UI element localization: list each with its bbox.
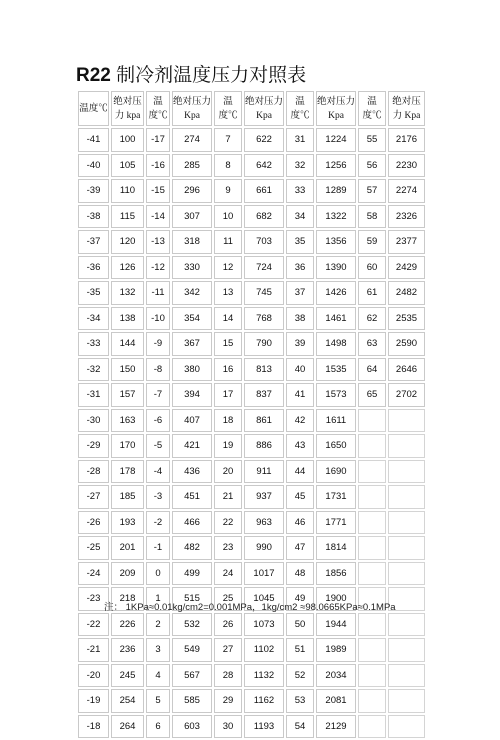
temperature-cell: 26 <box>214 613 242 637</box>
empty-cell <box>388 434 425 458</box>
empty-cell <box>388 689 425 713</box>
empty-cell <box>358 536 386 560</box>
temperature-cell: -41 <box>78 128 109 152</box>
column-header: 温度℃ <box>214 91 242 126</box>
empty-cell <box>388 664 425 688</box>
pressure-cell: 2230 <box>388 154 425 178</box>
pressure-cell: 2274 <box>388 179 425 203</box>
table-row <box>78 154 425 178</box>
temperature-cell: -38 <box>78 205 109 229</box>
temperature-cell: 48 <box>286 562 314 586</box>
pressure-cell: 354 <box>172 307 212 331</box>
pressure-cell: 585 <box>172 689 212 713</box>
temperature-cell: 20 <box>214 460 242 484</box>
empty-cell <box>358 715 386 739</box>
title-refrigerant: R22 <box>76 65 111 86</box>
temperature-cell: 4 <box>146 664 170 688</box>
pressure-cell: 170 <box>111 434 144 458</box>
temperature-cell: -28 <box>78 460 109 484</box>
pressure-cell: 745 <box>244 281 284 305</box>
temperature-cell: -34 <box>78 307 109 331</box>
temperature-cell: -21 <box>78 638 109 662</box>
table-body <box>78 128 425 738</box>
temperature-cell: -3 <box>146 485 170 509</box>
pressure-cell: 2129 <box>316 715 356 739</box>
pressure-cell: 407 <box>172 409 212 433</box>
pressure-cell: 209 <box>111 562 144 586</box>
table-row <box>78 307 425 331</box>
temperature-cell: -15 <box>146 179 170 203</box>
temperature-cell: 12 <box>214 256 242 280</box>
pressure-cell: 2034 <box>316 664 356 688</box>
temperature-cell: 47 <box>286 536 314 560</box>
table-row <box>78 230 425 254</box>
pressure-cell: 482 <box>172 536 212 560</box>
table-row <box>78 562 425 586</box>
temperature-cell: -22 <box>78 613 109 637</box>
empty-cell <box>388 613 425 637</box>
pressure-cell: 110 <box>111 179 144 203</box>
empty-cell <box>388 715 425 739</box>
temperature-cell: 18 <box>214 409 242 433</box>
pressure-cell: 1461 <box>316 307 356 331</box>
temperature-cell: 1 <box>146 587 170 611</box>
pressure-cell: 861 <box>244 409 284 433</box>
temperature-cell: -23 <box>78 587 109 611</box>
temperature-cell: -2 <box>146 511 170 535</box>
table-row <box>78 664 425 688</box>
temperature-cell: 40 <box>286 358 314 382</box>
temperature-cell: 19 <box>214 434 242 458</box>
pressure-cell: 1426 <box>316 281 356 305</box>
pressure-cell: 499 <box>172 562 212 586</box>
temperature-cell: 39 <box>286 332 314 356</box>
pressure-cell: 138 <box>111 307 144 331</box>
table-row <box>78 256 425 280</box>
pressure-cell: 963 <box>244 511 284 535</box>
empty-cell <box>388 511 425 535</box>
column-header: 温度℃ <box>358 91 386 126</box>
pressure-cell: 1771 <box>316 511 356 535</box>
pressure-cell: 451 <box>172 485 212 509</box>
temperature-cell: 3 <box>146 638 170 662</box>
temperature-cell: -30 <box>78 409 109 433</box>
pressure-cell: 1356 <box>316 230 356 254</box>
pressure-cell: 150 <box>111 358 144 382</box>
temperature-cell: 2 <box>146 613 170 637</box>
temperature-cell: -33 <box>78 332 109 356</box>
temperature-cell: 11 <box>214 230 242 254</box>
temperature-cell: 42 <box>286 409 314 433</box>
temperature-cell: 60 <box>358 256 386 280</box>
pressure-cell: 254 <box>111 689 144 713</box>
temperature-cell: -8 <box>146 358 170 382</box>
temperature-cell: 7 <box>214 128 242 152</box>
temperature-cell: 55 <box>358 128 386 152</box>
temperature-cell: 64 <box>358 358 386 382</box>
pressure-cell: 1900 <box>316 587 356 611</box>
temperature-cell: 63 <box>358 332 386 356</box>
empty-cell <box>388 409 425 433</box>
pressure-cell: 1102 <box>244 638 284 662</box>
pressure-cell: 661 <box>244 179 284 203</box>
empty-cell <box>358 638 386 662</box>
empty-cell <box>358 409 386 433</box>
temperature-cell: 54 <box>286 715 314 739</box>
temperature-cell: -25 <box>78 536 109 560</box>
table-row <box>78 281 425 305</box>
pressure-cell: 264 <box>111 715 144 739</box>
pressure-cell: 421 <box>172 434 212 458</box>
temperature-cell: 0 <box>146 562 170 586</box>
pressure-cell: 1650 <box>316 434 356 458</box>
temperature-cell: -18 <box>78 715 109 739</box>
column-header: 温度℃ <box>78 91 109 126</box>
column-header: 绝对压力 Kpa <box>244 91 284 126</box>
pressure-cell: 185 <box>111 485 144 509</box>
pressure-cell: 436 <box>172 460 212 484</box>
temperature-cell: 37 <box>286 281 314 305</box>
temperature-cell: -13 <box>146 230 170 254</box>
pressure-cell: 622 <box>244 128 284 152</box>
temperature-cell: -24 <box>78 562 109 586</box>
table-row <box>78 205 425 229</box>
table-row <box>78 332 425 356</box>
pressure-cell: 1073 <box>244 613 284 637</box>
pressure-cell: 120 <box>111 230 144 254</box>
pressure-cell: 236 <box>111 638 144 662</box>
pressure-cell: 1045 <box>244 587 284 611</box>
document-title <box>76 64 306 88</box>
pressure-temperature-table <box>76 89 427 740</box>
pressure-cell: 2646 <box>388 358 425 382</box>
empty-cell <box>358 664 386 688</box>
temperature-cell: 24 <box>214 562 242 586</box>
temperature-cell: 6 <box>146 715 170 739</box>
pressure-cell: 549 <box>172 638 212 662</box>
temperature-cell: -12 <box>146 256 170 280</box>
temperature-cell: -27 <box>78 485 109 509</box>
pressure-cell: 682 <box>244 205 284 229</box>
pressure-cell: 1944 <box>316 613 356 637</box>
pressure-cell: 1390 <box>316 256 356 280</box>
pressure-cell: 1224 <box>316 128 356 152</box>
column-header: 温度℃ <box>146 91 170 126</box>
temperature-cell: 15 <box>214 332 242 356</box>
pressure-cell: 157 <box>111 383 144 407</box>
column-header: 温度℃ <box>286 91 314 126</box>
temperature-cell: 17 <box>214 383 242 407</box>
pressure-cell: 2377 <box>388 230 425 254</box>
column-header: 绝对压力 kpa <box>111 91 144 126</box>
temperature-cell: 62 <box>358 307 386 331</box>
title-text: 制冷剂温度压力对照表 <box>116 65 307 86</box>
temperature-cell: 56 <box>358 154 386 178</box>
pressure-cell: 1731 <box>316 485 356 509</box>
pressure-cell: 178 <box>111 460 144 484</box>
pressure-cell: 768 <box>244 307 284 331</box>
temperature-cell: -7 <box>146 383 170 407</box>
table-row <box>78 358 425 382</box>
table-row <box>78 179 425 203</box>
temperature-cell: 36 <box>286 256 314 280</box>
pressure-cell: 937 <box>244 485 284 509</box>
pressure-cell: 1814 <box>316 536 356 560</box>
pressure-cell: 115 <box>111 205 144 229</box>
temperature-cell: 13 <box>214 281 242 305</box>
temperature-cell: 61 <box>358 281 386 305</box>
pressure-cell: 2702 <box>388 383 425 407</box>
pressure-cell: 342 <box>172 281 212 305</box>
column-header: 绝对压力 Kpa <box>316 91 356 126</box>
temperature-cell: -26 <box>78 511 109 535</box>
empty-cell <box>358 485 386 509</box>
temperature-cell: 10 <box>214 205 242 229</box>
pressure-cell: 990 <box>244 536 284 560</box>
pressure-cell: 1573 <box>316 383 356 407</box>
pressure-cell: 2081 <box>316 689 356 713</box>
pressure-cell: 2326 <box>388 205 425 229</box>
pressure-cell: 218 <box>111 587 144 611</box>
table-header-row <box>78 91 425 126</box>
temperature-cell: 53 <box>286 689 314 713</box>
empty-cell <box>388 638 425 662</box>
temperature-cell: 22 <box>214 511 242 535</box>
table-row <box>78 460 425 484</box>
temperature-cell: 58 <box>358 205 386 229</box>
temperature-cell: 21 <box>214 485 242 509</box>
temperature-cell: -4 <box>146 460 170 484</box>
table-row <box>78 689 425 713</box>
pressure-cell: 274 <box>172 128 212 152</box>
pressure-cell: 1289 <box>316 179 356 203</box>
pressure-cell: 367 <box>172 332 212 356</box>
pressure-cell: 1132 <box>244 664 284 688</box>
pressure-cell: 126 <box>111 256 144 280</box>
temperature-cell: 45 <box>286 485 314 509</box>
table-row <box>78 409 425 433</box>
pressure-cell: 380 <box>172 358 212 382</box>
temperature-cell: 30 <box>214 715 242 739</box>
temperature-cell: -32 <box>78 358 109 382</box>
temperature-cell: 65 <box>358 383 386 407</box>
pressure-cell: 911 <box>244 460 284 484</box>
pressure-cell: 1535 <box>316 358 356 382</box>
temperature-cell: 16 <box>214 358 242 382</box>
pressure-cell: 2429 <box>388 256 425 280</box>
temperature-cell: 35 <box>286 230 314 254</box>
temperature-cell: 28 <box>214 664 242 688</box>
table-row <box>78 638 425 662</box>
temperature-cell: -1 <box>146 536 170 560</box>
temperature-cell: 49 <box>286 587 314 611</box>
pressure-cell: 2590 <box>388 332 425 356</box>
temperature-cell: 29 <box>214 689 242 713</box>
pressure-cell: 1498 <box>316 332 356 356</box>
temperature-cell: -19 <box>78 689 109 713</box>
temperature-cell: 38 <box>286 307 314 331</box>
table-row <box>78 383 425 407</box>
temperature-cell: -37 <box>78 230 109 254</box>
conversion-note: 注： 1KPa≈0.01kg/cm2=0.001MPa，1kg/cm2 ≈98.0665KPa≈0.1MPa <box>104 602 396 613</box>
temperature-cell: -14 <box>146 205 170 229</box>
table-row <box>78 715 425 739</box>
temperature-cell: -16 <box>146 154 170 178</box>
table-row <box>78 485 425 509</box>
empty-cell <box>358 562 386 586</box>
temperature-cell: -31 <box>78 383 109 407</box>
temperature-cell: -10 <box>146 307 170 331</box>
temperature-cell: 52 <box>286 664 314 688</box>
pressure-cell: 532 <box>172 613 212 637</box>
temperature-cell: 43 <box>286 434 314 458</box>
temperature-cell: -35 <box>78 281 109 305</box>
pressure-cell: 1989 <box>316 638 356 662</box>
pressure-cell: 1611 <box>316 409 356 433</box>
temperature-cell: 25 <box>214 587 242 611</box>
temperature-cell: -9 <box>146 332 170 356</box>
pressure-cell: 724 <box>244 256 284 280</box>
pressure-cell: 1193 <box>244 715 284 739</box>
pressure-cell: 837 <box>244 383 284 407</box>
pressure-cell: 105 <box>111 154 144 178</box>
table-row <box>78 613 425 637</box>
pressure-cell: 318 <box>172 230 212 254</box>
pressure-cell: 1322 <box>316 205 356 229</box>
temperature-cell: 27 <box>214 638 242 662</box>
empty-cell <box>388 460 425 484</box>
pressure-cell: 285 <box>172 154 212 178</box>
empty-cell <box>358 511 386 535</box>
temperature-cell: -20 <box>78 664 109 688</box>
table-row <box>78 128 425 152</box>
temperature-cell: 50 <box>286 613 314 637</box>
temperature-cell: 57 <box>358 179 386 203</box>
pressure-cell: 1256 <box>316 154 356 178</box>
empty-cell <box>358 434 386 458</box>
temperature-cell: 9 <box>214 179 242 203</box>
table-row <box>78 536 425 560</box>
temperature-cell: 46 <box>286 511 314 535</box>
pressure-cell: 642 <box>244 154 284 178</box>
pressure-cell: 2482 <box>388 281 425 305</box>
pressure-cell: 1017 <box>244 562 284 586</box>
pressure-cell: 515 <box>172 587 212 611</box>
pressure-cell: 703 <box>244 230 284 254</box>
temperature-cell: -17 <box>146 128 170 152</box>
pressure-cell: 813 <box>244 358 284 382</box>
temperature-cell: 34 <box>286 205 314 229</box>
temperature-cell: 5 <box>146 689 170 713</box>
temperature-cell: 59 <box>358 230 386 254</box>
pressure-cell: 163 <box>111 409 144 433</box>
pressure-cell: 307 <box>172 205 212 229</box>
empty-cell <box>358 613 386 637</box>
pressure-cell: 2176 <box>388 128 425 152</box>
temperature-cell: 32 <box>286 154 314 178</box>
pressure-cell: 330 <box>172 256 212 280</box>
table-row <box>78 434 425 458</box>
pressure-cell: 394 <box>172 383 212 407</box>
pressure-cell: 245 <box>111 664 144 688</box>
temperature-cell: 31 <box>286 128 314 152</box>
temperature-cell: 41 <box>286 383 314 407</box>
pressure-cell: 466 <box>172 511 212 535</box>
pressure-cell: 2535 <box>388 307 425 331</box>
pressure-cell: 567 <box>172 664 212 688</box>
pressure-cell: 100 <box>111 128 144 152</box>
temperature-cell: -11 <box>146 281 170 305</box>
temperature-cell: -36 <box>78 256 109 280</box>
pressure-cell: 886 <box>244 434 284 458</box>
temperature-cell: 51 <box>286 638 314 662</box>
temperature-cell: 44 <box>286 460 314 484</box>
temperature-cell: -39 <box>78 179 109 203</box>
temperature-cell: -29 <box>78 434 109 458</box>
empty-cell <box>388 536 425 560</box>
pressure-cell: 1690 <box>316 460 356 484</box>
pressure-cell: 226 <box>111 613 144 637</box>
pressure-cell: 603 <box>172 715 212 739</box>
temperature-cell: -6 <box>146 409 170 433</box>
pressure-cell: 144 <box>111 332 144 356</box>
pressure-cell: 1162 <box>244 689 284 713</box>
pressure-cell: 296 <box>172 179 212 203</box>
column-header: 绝对压力 Kpa <box>388 91 425 126</box>
temperature-cell: 33 <box>286 179 314 203</box>
table-row <box>78 511 425 535</box>
temperature-cell: 14 <box>214 307 242 331</box>
pressure-cell: 193 <box>111 511 144 535</box>
pressure-cell: 201 <box>111 536 144 560</box>
empty-cell <box>388 485 425 509</box>
pressure-cell: 132 <box>111 281 144 305</box>
empty-cell <box>388 562 425 586</box>
column-header: 绝对压力 Kpa <box>172 91 212 126</box>
temperature-cell: -40 <box>78 154 109 178</box>
temperature-cell: -5 <box>146 434 170 458</box>
empty-cell <box>358 689 386 713</box>
temperature-cell: 8 <box>214 154 242 178</box>
pressure-cell: 1856 <box>316 562 356 586</box>
pressure-cell: 790 <box>244 332 284 356</box>
temperature-cell: 23 <box>214 536 242 560</box>
empty-cell <box>358 460 386 484</box>
